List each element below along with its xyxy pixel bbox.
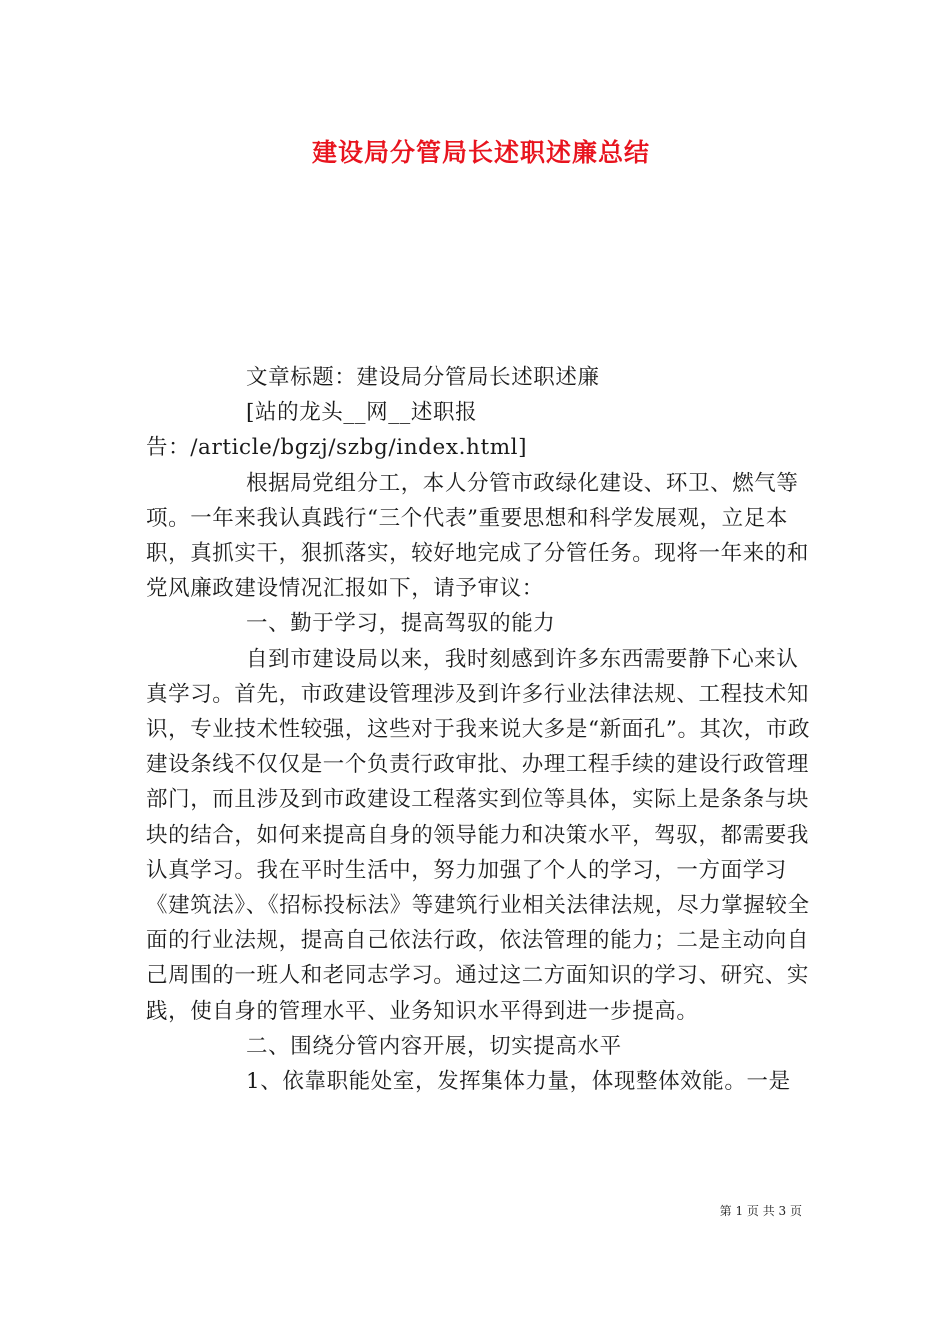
document-body	[146, 360, 812, 1099]
article-title-line: 文章标题：建设局分管局长述职述廉	[246, 365, 600, 390]
paragraph-item-1: 1、依靠职能处室，发挥集体力量，体现整体效能。一是	[246, 1069, 791, 1095]
source-line: [站的龙头__网__述职报告：/article/bgzj/szbg/index.html]	[146, 400, 528, 461]
page-footer: 第 1 页 共 3 页	[719, 1204, 802, 1218]
paragraph-study: 自到市建设局以来，我时刻感到许多东西需要静下心来认真学习。首先，市政建设管理涉及到许多行业法律法规、工程技术知识，专业技术性较强，这些对于我来说大多是“新面孔”。其次，市政建设条线不仅仅是一个负责行政审批、办理工程手续的建设行政管理部门，而且涉及到市政建设工程落实到位等具体，实际上是条条与块块的结合，如何来提高自身的领导能力和决策水平，驾驭，都需要我认真学习。我在平时生活中，努力加强了个人的学习，一方面学习《建筑法》、《招标投标法》等建筑行业相关法律法规，尽力掌握较全面的行业法规，提高自己依法行政，依法管理的能力；二是主动向自己周围的一班人和老同志学习。通过这二方面知识的学习、研究、实践，使自身的管理水平、业务知识水平得到进一步提高。	[146, 646, 811, 1024]
section-heading-2: 二、围绕分管内容开展，切实提高水平	[246, 1033, 622, 1059]
paragraph-intro: 根据局党组分工，本人分管市政绿化建设、环卫、燃气等项。一年来我认真践行“三个代表”重要思想和科学发展观，立足本职，真抓实干，狠抓落实，较好地完成了分管任务。现将一年来的和党风廉政建设情况汇报如下，请予审议：	[146, 470, 810, 602]
section-heading-1: 一、勤于学习，提高驾驭的能力	[246, 611, 556, 637]
page-title: 建设局分管局长述职述廉总结	[311, 138, 650, 167]
